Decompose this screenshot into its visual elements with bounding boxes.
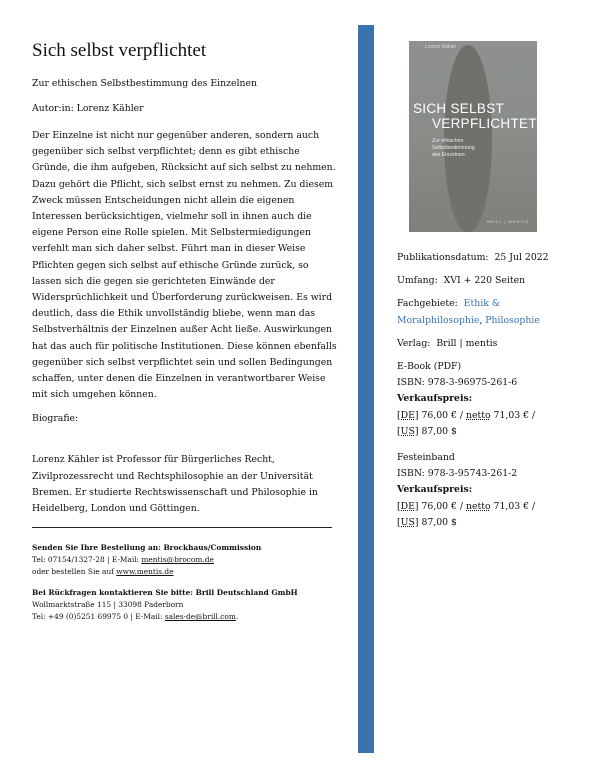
book-title: Sich selbst verpflichtet — [32, 40, 207, 61]
contact-line-3: Tel: +49 (0)5251 69975 0 | E-Mail: — [32, 612, 165, 622]
cover-sub-3: des Einzelnen — [432, 151, 465, 158]
umfang-label: Umfang: — [397, 275, 438, 287]
contact-line-2: Wollmarktstraße 115 | 33098 Paderborn — [32, 600, 184, 610]
subject-sep: , — [479, 314, 483, 326]
order-line-3: oder bestellen Sie auf — [32, 567, 117, 577]
divider — [32, 527, 332, 528]
bio-heading: Biografie: — [32, 413, 79, 425]
ebook-us-price: 87,00 $ — [421, 425, 457, 437]
main-column — [32, 40, 337, 623]
pub-label: Publikationsdatum: — [397, 252, 489, 263]
hardcover-us-tag: [US] — [397, 516, 419, 528]
ebook-us-tag: [US] — [397, 425, 419, 437]
accent-bar — [358, 25, 374, 753]
bio-text: Lorenz Kähler ist Professor für Bürgerliches Recht, Zivilprozessrecht und Rechtsphilosophie an der Universität Bremen. Er studierte Rechtswissenschaft und Philosophie in Heidelberg, London und Göttingen. — [32, 454, 318, 515]
cover-author: Lorenz Kähler — [425, 44, 457, 50]
contact-email-link[interactable]: sales-de@brill.com — [164, 612, 236, 622]
verlag-value: Brill | mentis — [436, 337, 498, 349]
ebook-de-price: 76,00 € / — [421, 409, 466, 421]
cover-sub-1: Zur ethischen — [432, 138, 464, 144]
order-info — [32, 542, 337, 623]
contact-line-end: . — [235, 612, 239, 622]
book-subtitle: Zur ethischen Selbstbestimmung des Einzelnen — [32, 78, 257, 89]
hardcover-price-label: Verkaufspreis: — [397, 484, 473, 496]
cover-title-line-1: SICH SELBST — [413, 101, 505, 116]
pub-value: 25 Jul 2022 — [494, 252, 549, 263]
hardcover-heading: Festeinband — [397, 452, 455, 464]
order-line-1: Senden Sie Ihre Bestellung an: Brockhaus/Commission — [32, 543, 262, 553]
subject-link-philosophie[interactable]: Philosophie — [485, 314, 540, 326]
hardcover-de-price: 76,00 € / — [421, 500, 466, 512]
order-web-link[interactable]: www.mentis.de — [116, 567, 174, 577]
subject-part-1: Ethik & — [463, 298, 501, 310]
umfang-value: XVI + 220 Seiten — [443, 275, 526, 287]
cover-publisher: BRILL | MENTIS — [487, 220, 529, 224]
subject-part-2: Moralphilosophie — [397, 314, 480, 326]
description: Der Einzelne ist nicht nur gegenüber anderen, sondern auch gegenüber sich selbst verpflichtet; denn es gibt ethische Gründe, die ihm aufgeben, Rücksicht auf sich selbst zu nehmen. Dazu gehört die Pflicht, sich selbst ernst zu nehmen. Zu diesem Zweck müssen Entscheidungen nicht allein die eigenen Interessen berücksichtigen, vielmehr soll in ihnen auch die eigene Person eine Rolle spielen. Mit Selbstermiedigungen verfehlt man sich daher selbst. Führt man in dieser Weise Pflichten gegen sich selbst auf ethische Gründe zurück, so lassen sich die gegen sie gerichteten Einwände der Widersprüchlichkeit und Überforderung zurückweisen. Es wird deutlich, dass die Ethik unvollständig bliebe, wenn man das Selbstverhältnis der Einzelnen außer Acht ließe. Auswirkungen hat das auch für politische Institutionen. Diese können ebenfalls gegenüber sich selbst verpflichtet sein und sollen Bedingungen schaffen, unter denen die Einzelnen in verantwortbarer Weise mit sich umgehen können. — [32, 130, 337, 401]
order-email-link[interactable]: mentis@brocom.de — [141, 555, 214, 565]
book-cover — [409, 41, 537, 232]
hardcover-isbn: ISBN: 978-3-95743-261-2 — [397, 468, 518, 480]
cover-subtitle — [432, 138, 475, 158]
ebook-price-label: Verkaufspreis: — [397, 393, 473, 405]
cover-sub-2: Selbstbestimmung — [432, 144, 475, 151]
author-line: Autor:in: Lorenz Kähler — [32, 103, 144, 114]
ebook-isbn: ISBN: 978-3-96975-261-6 — [397, 377, 518, 389]
hardcover-de-tag: [DE] — [397, 500, 419, 512]
hardcover-netto-tag: netto — [466, 500, 491, 512]
fach-label: Fachgebiete: — [397, 298, 458, 310]
ebook-de-tag: [DE] — [397, 409, 419, 421]
ebook-heading: E-Book (PDF) — [397, 361, 462, 373]
side-column — [397, 250, 597, 531]
hardcover-us-price: 87,00 $ — [421, 516, 457, 528]
hardcover-netto-price: 71,03 € / — [493, 500, 536, 512]
verlag-label: Verlag: — [397, 337, 431, 349]
ebook-netto-tag: netto — [466, 409, 491, 421]
cover-title — [413, 101, 537, 131]
ebook-netto-price: 71,03 € / — [493, 409, 536, 421]
order-line-2: Tel: 07154/1327-28 | E-Mail: — [32, 555, 142, 565]
cover-title-line-2: VERPFLICHTET — [432, 116, 537, 131]
contact-line-1: Bei Rückfragen kontaktieren Sie bitte: Brill Deutschland GmbH — [32, 588, 298, 598]
